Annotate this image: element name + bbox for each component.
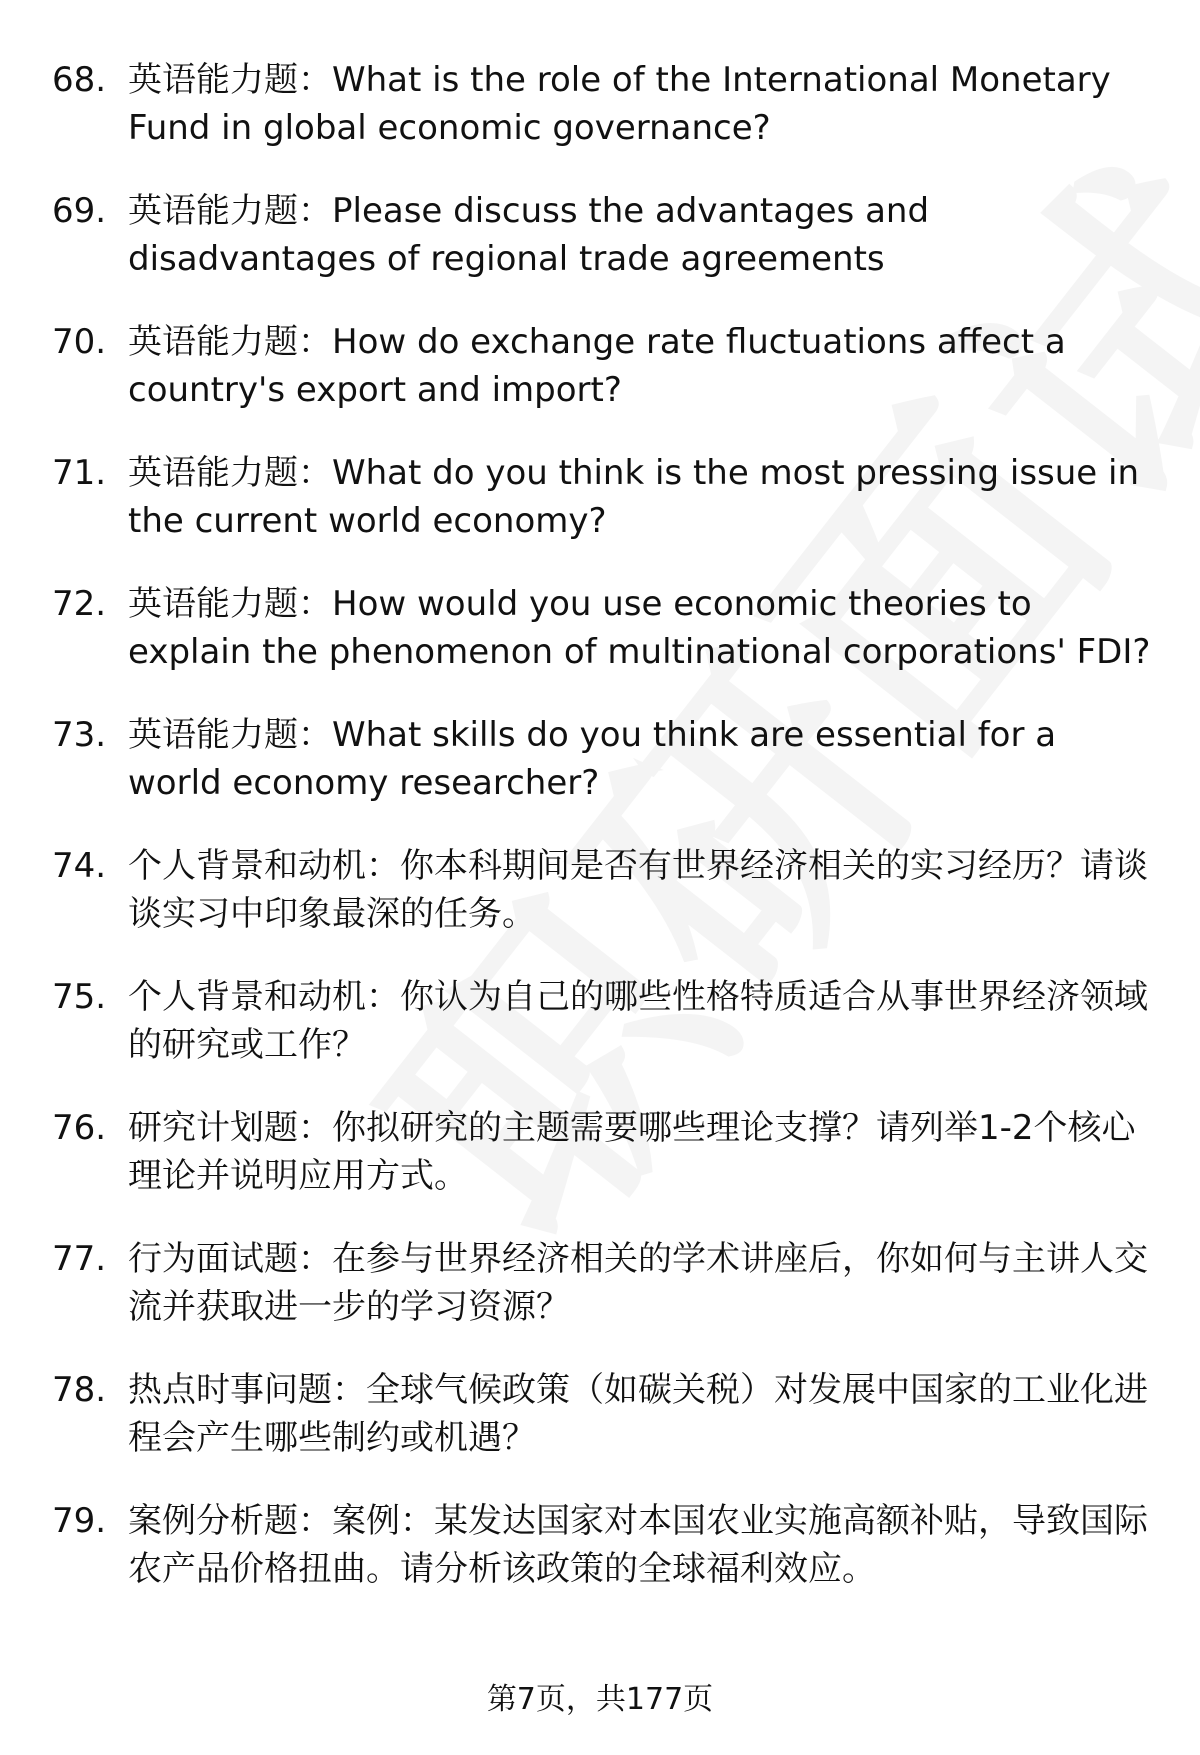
question-item bbox=[0, 187, 1200, 283]
question-number: 68. bbox=[52, 60, 107, 100]
question-item bbox=[0, 56, 1200, 152]
question-text: 案例分析题：案例：某发达国家对本国农业实施高额补贴，导致国际农产品价格扭曲。请分析该政策的全球福利效应。 bbox=[128, 1501, 1148, 1589]
question-text: 英语能力题：How would you use economic theories to explain the phenomenon of multinational corporations' FDI? bbox=[128, 584, 1151, 672]
question-text: 热点时事问题：全球气候政策（如碳关税）对发展中国家的工业化进程会产生哪些制约或机遇？ bbox=[128, 1370, 1148, 1458]
question-number: 77. bbox=[52, 1239, 107, 1279]
question-text: 英语能力题：What do you think is the most pressing issue in the current world economy? bbox=[128, 453, 1140, 541]
question-item bbox=[0, 318, 1200, 414]
question-item bbox=[0, 580, 1200, 676]
question-text: 个人背景和动机：你本科期间是否有世界经济相关的实习经历？请谈谈实习中印象最深的任务。 bbox=[128, 846, 1148, 934]
question-number: 76. bbox=[52, 1108, 107, 1148]
question-text: 英语能力题：What skills do you think are essential for a world economy researcher? bbox=[128, 715, 1057, 803]
question-number: 75. bbox=[52, 977, 107, 1017]
question-number: 79. bbox=[52, 1501, 107, 1541]
question-number: 78. bbox=[52, 1370, 107, 1410]
question-number: 70. bbox=[52, 322, 107, 362]
question-number: 71. bbox=[52, 453, 107, 493]
question-item bbox=[0, 1104, 1200, 1200]
question-text: 个人背景和动机：你认为自己的哪些性格特质适合从事世界经济领域的研究或工作？ bbox=[128, 977, 1148, 1065]
question-item bbox=[0, 973, 1200, 1069]
question-number: 74. bbox=[52, 846, 107, 886]
question-text: 行为面试题：在参与世界经济相关的学术讲座后，你如何与主讲人交流并获取进一步的学习资源？ bbox=[128, 1239, 1148, 1327]
question-item bbox=[0, 842, 1200, 938]
page-footer: 第7页，共177页 bbox=[486, 1682, 714, 1717]
question-text: 英语能力题：What is the role of the International Monetary Fund in global economic governance? bbox=[128, 60, 1111, 148]
question-text: 英语能力题：Please discuss the advantages and disadvantages of regional trade agreements bbox=[128, 191, 930, 279]
question-number: 73. bbox=[52, 715, 107, 755]
question-number: 69. bbox=[52, 191, 107, 231]
question-item bbox=[0, 1497, 1200, 1593]
question-text: 研究计划题：你拟研究的主题需要哪些理论支撑？请列举1-2个核心理论并说明应用方式。 bbox=[128, 1108, 1136, 1196]
question-item bbox=[0, 1366, 1200, 1462]
question-item bbox=[0, 449, 1200, 545]
question-number: 72. bbox=[52, 584, 107, 624]
question-text: 英语能力题：How do exchange rate fluctuations affect a country's export and import? bbox=[128, 322, 1066, 410]
question-item bbox=[0, 1235, 1200, 1331]
question-list bbox=[0, 56, 1200, 1628]
question-item bbox=[0, 711, 1200, 807]
